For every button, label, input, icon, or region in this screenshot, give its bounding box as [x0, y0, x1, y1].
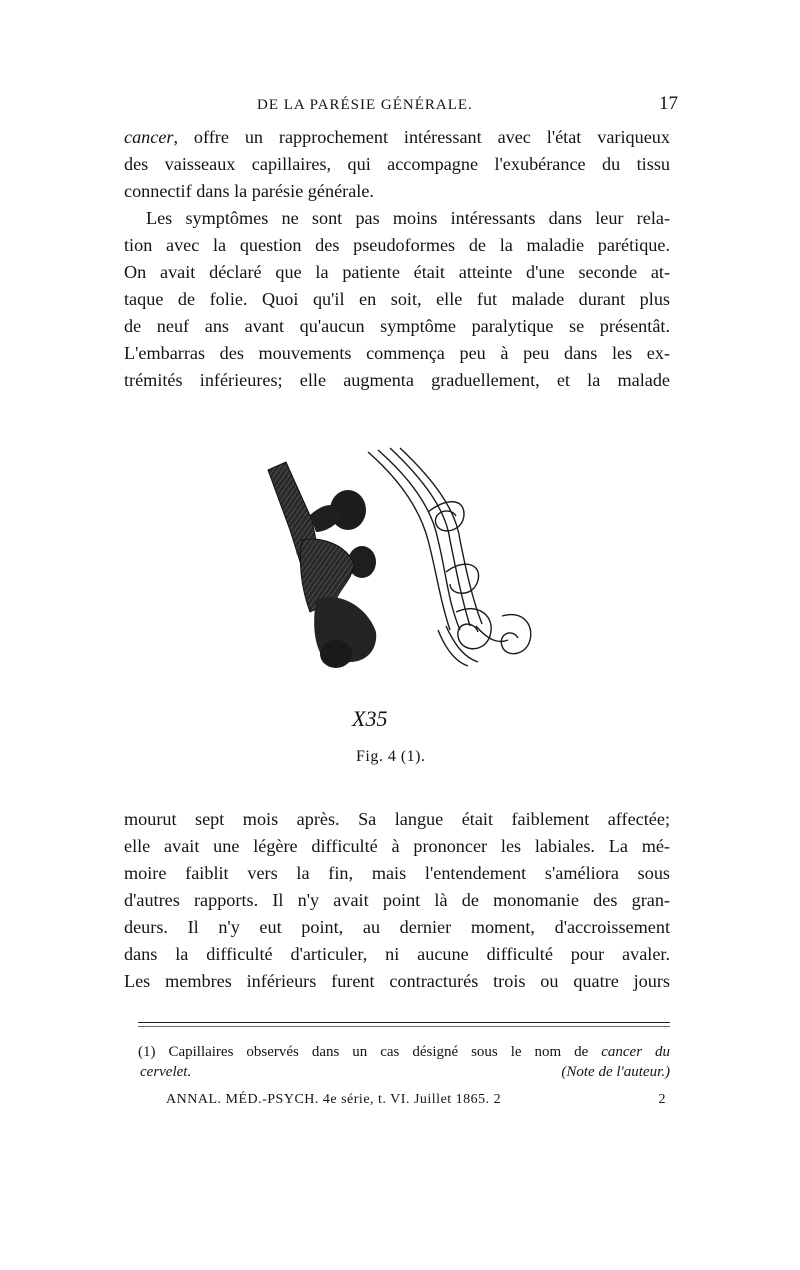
- footnote-rule-thin: [138, 1026, 670, 1027]
- paragraph-top: [124, 124, 670, 394]
- text-line: tion avec la question des pseudoformes de la maladie parétique.: [124, 235, 670, 255]
- paragraph-bottom: [124, 806, 670, 995]
- text-line: elle avait une légère difficulté à prononcer les labiales. La mé-: [124, 836, 670, 856]
- signature-mark: 2: [658, 1092, 666, 1107]
- text-line: connectif dans la parésie générale.: [124, 181, 374, 201]
- text-line: trémités inférieures; elle augmenta graduellement, et la malade: [124, 370, 670, 390]
- footnote-line: (1) Capillaires observés dans un cas désigné sous le nom de cancer du: [138, 1044, 670, 1060]
- footnote-line: [138, 1062, 670, 1082]
- running-header: [130, 94, 678, 120]
- tortuous-capillary-figure: [368, 448, 531, 666]
- page-number: 17: [659, 93, 678, 114]
- text-line: taque de folie. Quoi qu'il en soit, elle fut malade durant plus: [124, 289, 670, 309]
- text-line: deurs. Il n'y eut point, au dernier moment, d'accroissement: [124, 917, 670, 937]
- capillary-illustration: [250, 440, 580, 690]
- text-line: des vaisseaux capillaires, qui accompagne l'exubérance du tissu: [124, 154, 670, 174]
- text-line: mourut sept mois après. Sa langue était faiblement affectée;: [124, 809, 670, 829]
- magnification-label: X35: [352, 706, 388, 731]
- text-line: cancer, offre un rapprochement intéressant avec l'état variqueux: [124, 127, 670, 147]
- text-line: On avait déclaré que la patiente était atteinte d'une seconde at-: [124, 262, 670, 282]
- running-title: DE LA PARÉSIE GÉNÉRALE.: [257, 97, 473, 113]
- text-line: dans la difficulté d'articuler, ni aucune difficulté pour avaler.: [124, 944, 670, 964]
- capillary-drawing: [250, 440, 580, 690]
- signature-text: ANNAL. MÉD.-PSYCH. 4e série, t. VI. Juillet 1865. 2: [166, 1092, 502, 1107]
- text-line: d'autres rapports. Il n'y avait point là de monomanie des gran-: [124, 890, 670, 910]
- footnote-emphasis: cervelet.: [140, 1064, 192, 1080]
- text-line: L'embarras des mouvements commença peu à peu dans les ex-: [124, 343, 670, 363]
- text-line: de neuf ans avant qu'aucun symptôme paralytique se présentât.: [124, 316, 670, 336]
- printer-signature: [166, 1092, 666, 1114]
- text-line: Les symptômes ne sont pas moins intéressants dans leur rela-: [146, 208, 670, 228]
- footnote-rule: [138, 1022, 670, 1023]
- footnote-emphasis: cancer du: [601, 1044, 670, 1060]
- varicose-capillary-figure: [268, 462, 376, 668]
- text-line: moire faiblit vers la fin, mais l'entendement s'améliora sous: [124, 863, 670, 883]
- text-line: Les membres inférieurs furent contracturés trois ou quatre jours: [124, 971, 670, 991]
- figure-caption: Fig. 4 (1).: [356, 748, 426, 765]
- author-note: (Note de l'auteur.): [561, 1064, 670, 1080]
- footnote: [138, 1042, 670, 1082]
- emphasis-cancer: cancer: [124, 127, 174, 147]
